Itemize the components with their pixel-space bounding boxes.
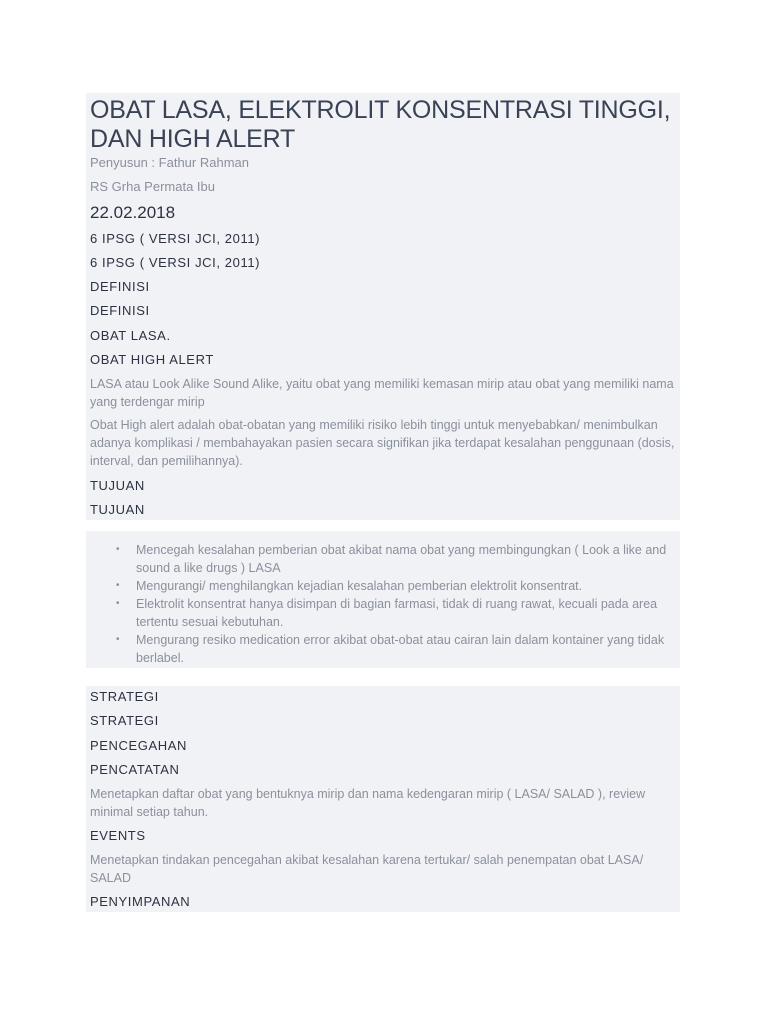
heading-tujuan-repeat: TUJUAN (90, 502, 145, 517)
heading-strategi-repeat: STRATEGI (90, 713, 159, 728)
heading-strategi: STRATEGI (90, 689, 159, 704)
list-item (116, 577, 676, 595)
heading-definisi: DEFINISI (90, 279, 150, 294)
tujuan-list (90, 531, 676, 667)
paragraph-lasa-definition: LASA atau Look Alike Sound Alike, yaitu obat yang memiliki kemasan mirip atau obat yang memiliki nama yang terdengar mirip (90, 377, 674, 409)
author-line: Penyusun : Fathur Rahman (90, 155, 249, 170)
document-section-intro (86, 93, 680, 520)
bullet-icon: • (116, 634, 120, 645)
heading-definisi-repeat: DEFINISI (90, 303, 150, 318)
heading-pencegahan: PENCEGAHAN (90, 738, 188, 753)
paragraph-pencatatan: Menetapkan daftar obat yang bentuknya mirip dan nama kedengaran mirip ( LASA/ SALAD ), review minimal setiap tahun. (90, 787, 646, 819)
bullet-icon: • (116, 580, 120, 591)
bullet-icon: • (116, 544, 120, 555)
heading-penyimpanan: PENYIMPANAN (90, 894, 191, 909)
list-item-text: Mengurangi/ menghilangkan kejadian kesalahan pemberian elektrolit konsentrat. (136, 579, 583, 593)
paragraph-high-alert-definition: Obat High alert adalah obat-obatan yang memiliki risiko lebih tinggi untuk menyebabkan/ menimbulkan adanya komplikasi / membahayakan pasien secara signifikan jika terdapat kesalahan penggunaan (dosis, interval, dan pemilihannya). (90, 418, 675, 468)
list-item-text: Elektrolit konsentrat hanya disimpan di bagian farmasi, tidak di ruang rawat, kecuali pada area tertentu sesuai kebutuhan. (136, 597, 658, 629)
list-item (116, 631, 676, 667)
institution-line: RS Grha Permata Ibu (90, 179, 215, 194)
document-date: 22.02.2018 (90, 203, 176, 222)
list-item (116, 595, 676, 631)
heading-ipsg-repeat: 6 IPSG ( VERSI JCI, 2011) (90, 255, 261, 270)
heading-ipsg: 6 IPSG ( VERSI JCI, 2011) (90, 231, 261, 246)
list-item-text: Mencegah kesalahan pemberian obat akibat nama obat yang membingungkan ( Look a like and sound a like drugs ) LASA (136, 543, 667, 575)
bullet-icon: • (116, 598, 120, 609)
heading-obat-high-alert: OBAT HIGH ALERT (90, 352, 214, 367)
heading-events: EVENTS (90, 828, 146, 843)
heading-pencatatan: PENCATATAN (90, 762, 180, 777)
list-item-text: Mengurang resiko medication error akibat obat-obat atau cairan lain dalam kontainer yang tidak berlabel. (136, 633, 665, 665)
document-section-strategi (86, 686, 680, 912)
heading-tujuan: TUJUAN (90, 478, 145, 493)
paragraph-events: Menetapkan tindakan pencegahan akibat kesalahan karena tertukar/ salah penempatan obat LASA/ SALAD (90, 853, 644, 885)
list-item (116, 541, 676, 577)
document-section-tujuan-list (86, 531, 680, 668)
document-title: OBAT LASA, ELEKTROLIT KONSENTRASI TINGGI, DAN HIGH ALERT (90, 96, 671, 153)
heading-obat-lasa: OBAT LASA. (90, 328, 171, 343)
